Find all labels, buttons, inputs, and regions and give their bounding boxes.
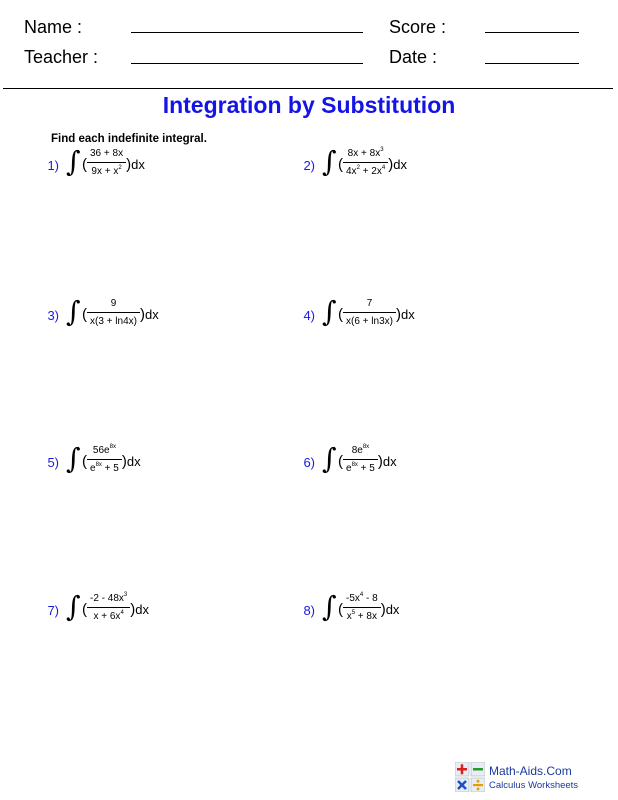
- brand-subtitle: Calculus Worksheets: [489, 780, 579, 791]
- close-paren-dx: [378, 453, 397, 470]
- integral-sign: ∫: [322, 442, 337, 475]
- dx-label: dx: [131, 157, 145, 172]
- denominator: $x^5 + 8x$: [346, 610, 377, 622]
- problem-number: 1): [47, 158, 59, 173]
- open-paren: (: [82, 601, 87, 618]
- denominator: $9x + x^2$: [91, 165, 122, 177]
- numerator: $8e^{8x}$: [351, 444, 370, 456]
- close-paren-dx: [130, 601, 149, 618]
- page-title: Integration by Substitution: [162, 92, 456, 118]
- dx-label: dx: [393, 157, 407, 172]
- dx-label: dx: [144, 307, 159, 322]
- fraction: [343, 593, 381, 623]
- open-paren: (: [338, 306, 343, 323]
- numerator: $-5x^4 - 8$: [346, 592, 378, 604]
- dx-label: dx: [126, 454, 141, 469]
- open-paren: (: [338, 601, 343, 618]
- close-paren: ): [130, 601, 136, 618]
- numerator: 9: [110, 298, 117, 309]
- open-paren: (: [82, 453, 87, 470]
- denominator: $x + 6x^4$: [93, 610, 124, 622]
- close-paren: ): [121, 453, 127, 470]
- fraction: [87, 148, 126, 178]
- close-paren: ): [139, 306, 145, 323]
- integral-sign: ∫: [322, 145, 337, 178]
- score-line[interactable]: [485, 32, 579, 33]
- close-paren: ): [395, 306, 401, 323]
- problem-number: 2): [303, 158, 315, 173]
- numerator: 7: [366, 298, 373, 309]
- numerator: $56e^{8x}$: [92, 444, 116, 456]
- denominator: x(3 + ln4x): [90, 316, 137, 327]
- problem-number: 5): [47, 455, 59, 470]
- denominator: x(6 + ln3x): [346, 316, 393, 327]
- problem-number: 8): [303, 603, 315, 618]
- close-paren-dx: [126, 156, 145, 173]
- denominator: $e^{8x} + 5$: [346, 462, 375, 474]
- teacher-label: Teacher :: [24, 47, 99, 67]
- open-paren: (: [82, 306, 87, 323]
- close-paren: ): [380, 601, 386, 618]
- fraction: [343, 298, 396, 328]
- fraction: [87, 445, 122, 475]
- fraction: [343, 148, 388, 178]
- open-paren: (: [338, 453, 343, 470]
- open-paren: (: [338, 156, 343, 173]
- fraction-bar: [343, 607, 381, 608]
- fraction-bar: [87, 162, 126, 163]
- close-paren-dx: [140, 306, 159, 323]
- problem-number: 4): [303, 308, 315, 323]
- fraction: [343, 445, 378, 475]
- name-line[interactable]: [131, 32, 363, 33]
- dx-label: dx: [135, 602, 149, 617]
- problem-number: 7): [47, 603, 59, 618]
- close-paren-dx: [381, 601, 400, 618]
- math-aids-logo-icon: [455, 762, 485, 792]
- fraction-bar: [343, 312, 396, 313]
- score-label: Score :: [389, 17, 447, 37]
- numerator: $8x + 8x^3$: [347, 147, 384, 159]
- instructions: Find each indefinite integral.: [51, 133, 207, 145]
- date-label: Date :: [389, 47, 438, 67]
- fraction-bar: [343, 162, 388, 163]
- denominator: $e^{8x} + 5$: [90, 462, 119, 474]
- numerator: 36 + 8x: [90, 148, 124, 159]
- dx-label: dx: [382, 454, 397, 469]
- fraction: [87, 593, 130, 623]
- fraction-bar: [87, 607, 130, 608]
- name-label: Name :: [24, 17, 83, 37]
- header-divider: [3, 88, 613, 89]
- integral-sign: ∫: [322, 590, 337, 623]
- integral-sign: ∫: [66, 590, 81, 623]
- brand-name: Math-Aids.Com: [489, 764, 572, 778]
- close-paren: ): [388, 156, 394, 173]
- integral-sign: ∫: [322, 295, 337, 328]
- dx-label: dx: [400, 307, 415, 322]
- fraction-bar: [87, 312, 140, 313]
- close-paren-dx: [396, 306, 415, 323]
- close-paren-dx: [388, 156, 407, 173]
- close-paren-dx: [122, 453, 141, 470]
- fraction-bar: [343, 459, 378, 460]
- fraction-bar: [87, 459, 122, 460]
- problem-number: 6): [303, 455, 315, 470]
- fraction: [87, 298, 140, 328]
- integral-sign: ∫: [66, 145, 81, 178]
- integral-sign: ∫: [66, 442, 81, 475]
- teacher-line[interactable]: [131, 63, 363, 64]
- integral-sign: ∫: [66, 295, 81, 328]
- open-paren: (: [82, 156, 87, 173]
- problem-number: 3): [47, 308, 59, 323]
- close-paren: ): [126, 156, 132, 173]
- denominator: $4x^2 + 2x^4$: [346, 165, 386, 177]
- date-line[interactable]: [485, 63, 579, 64]
- dx-label: dx: [385, 602, 400, 617]
- numerator: $-2 - 48x^3$: [90, 592, 128, 604]
- close-paren: ): [377, 453, 383, 470]
